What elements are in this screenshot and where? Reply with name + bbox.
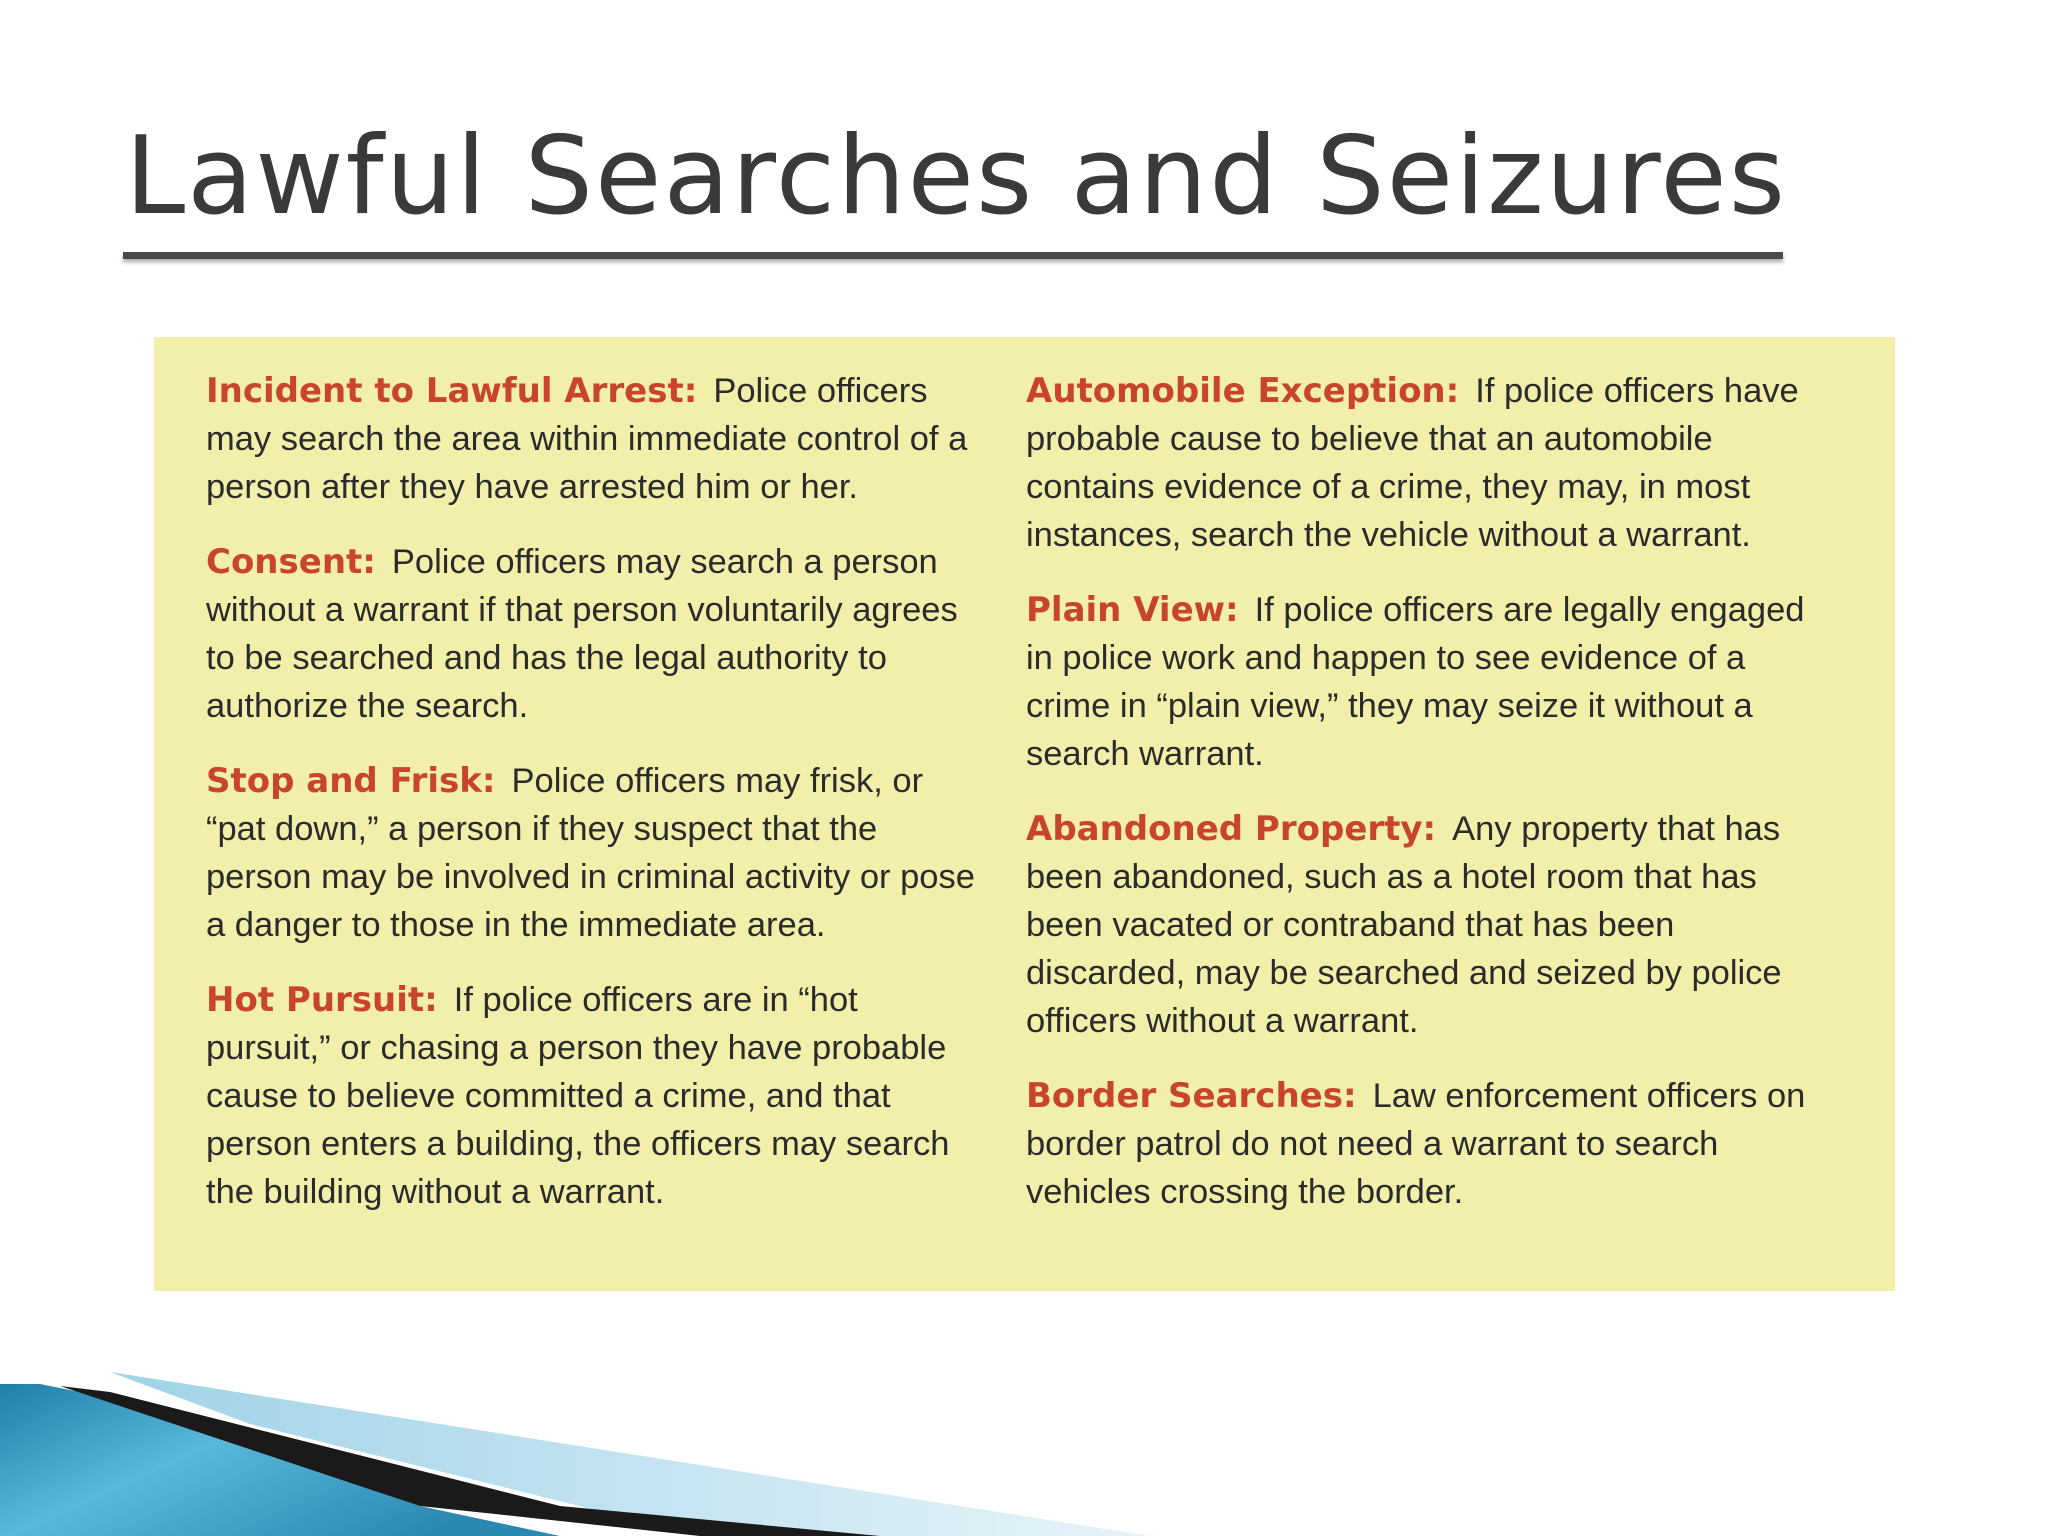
- entry-text: If police officers are in “hot pursuit,” or chasing a person they have probable cause to believe committed a crime, and that person enters a building, the officers may search the building without a warrant.: [206, 981, 950, 1211]
- entry-term: Border Searches:: [1026, 1076, 1357, 1116]
- entry-term: Hot Pursuit:: [206, 980, 438, 1020]
- entry-consent: [206, 538, 986, 730]
- entry-stop-and-frisk: [206, 757, 986, 949]
- entry-term: Consent:: [206, 542, 376, 582]
- decorative-swoosh: [0, 1306, 1150, 1536]
- entry-term: Abandoned Property:: [1026, 809, 1437, 849]
- entry-term: Incident to Lawful Arrest:: [206, 371, 698, 411]
- slide-title: Lawful Searches and Seizures: [125, 114, 1787, 239]
- entry-text: If police officers have probable cause to believe that an automobile contains evidence of a crime, they may, in most instances, search the vehicle without a warrant.: [1026, 372, 1799, 554]
- entry-text: Police officers may search the area within immediate control of a person after they have arrested him or her.: [206, 372, 968, 506]
- entry-incident-to-lawful-arrest: [206, 367, 986, 511]
- left-column: [206, 367, 986, 1291]
- entry-text: Police officers may search a person without a warrant if that person voluntarily agrees to be searched and has the legal authority to authorize the search.: [206, 543, 958, 725]
- entry-term: Automobile Exception:: [1026, 371, 1460, 411]
- entry-border-searches: [1026, 1072, 1806, 1216]
- right-column: [1026, 367, 1806, 1291]
- entry-text: Law enforcement officers on border patrol do not need a warrant to search vehicles crossing the border.: [1026, 1077, 1806, 1211]
- entry-hot-pursuit: [206, 976, 986, 1216]
- entry-automobile-exception: [1026, 367, 1806, 559]
- entry-plain-view: [1026, 586, 1806, 778]
- content-panel: [154, 337, 1895, 1291]
- entry-abandoned-property: [1026, 805, 1806, 1045]
- entry-text: Any property that has been abandoned, such as a hotel room that has been vacated or contraband that has been discarded, may be searched and seized by police officers without a warrant.: [1026, 810, 1782, 1040]
- title-underline: [123, 252, 1783, 259]
- entry-term: Plain View:: [1026, 590, 1239, 630]
- entry-text: If police officers are legally engaged in police work and happen to see evidence of a crime in “plain view,” they may seize it without a search warrant.: [1026, 591, 1805, 773]
- entry-term: Stop and Frisk:: [206, 761, 496, 801]
- entry-text: Police officers may frisk, or “pat down,” a person if they suspect that the person may be involved in criminal activity or pose a danger to those in the immediate area.: [206, 762, 975, 944]
